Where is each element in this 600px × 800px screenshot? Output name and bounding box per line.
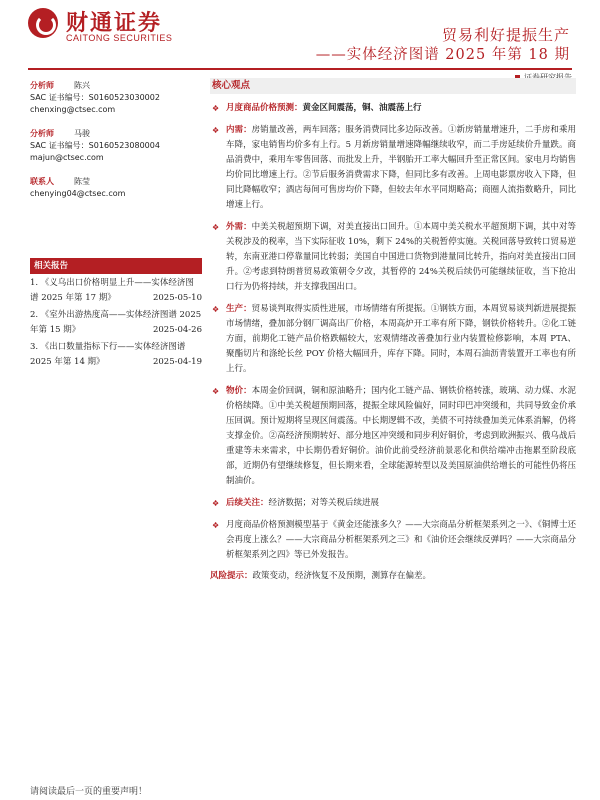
domestic-demand-paragraph	[210, 123, 576, 213]
analyst-card	[30, 80, 202, 116]
contact-role: 联系人	[30, 177, 54, 186]
production-paragraph	[210, 302, 576, 377]
left-sidebar	[30, 80, 202, 370]
analyst-name: 马骏	[74, 129, 90, 138]
para-lead: 内需：	[226, 125, 252, 135]
diamond-bullet-icon: ❖	[212, 499, 220, 508]
company-name-en: CAITONG SECURITIES	[66, 33, 173, 43]
external-demand-paragraph	[210, 220, 576, 295]
core-views-heading: 核心观点	[210, 78, 576, 94]
company-name-cn: 财通证券	[66, 11, 163, 36]
monthly-forecast-paragraph	[210, 101, 576, 116]
footer-disclaimer: 请阅读最后一页的重要声明！	[30, 787, 148, 797]
related-report-title[interactable]: 3. 《出口数量指标下行——实体经济图谱 2025 年第 14 期》	[30, 342, 186, 367]
diamond-bullet-icon: ❖	[212, 223, 220, 232]
para-text: 房销量改善，两车回落；服务消费同比多边际改善。①新房销量增速升，二手房和乘用车降，家电销售均价多有上行。5 月新房销量增速降幅继续收窄，而二手房延续价升量跌。商品消费中，乘用车零售回落、而批发上升，半钢胎开工率大幅回升至正常区间。家电月均销售均价同比增速上行。②节后服务消费需求下降，但同比多有改善。上周电影票房收入下降，但同比降幅收窄；酒店每间可售房均价下降，但较去年水平同期略高；商圈人流指数略升，同比增速上行。	[226, 125, 576, 210]
report-subtitle: ——实体经济图谱 2025 年第 18 期	[315, 47, 570, 63]
related-report-item[interactable]	[30, 308, 202, 338]
report-title: 贸易利好提振生产	[441, 26, 570, 44]
analyst-role: 分析师	[30, 129, 54, 138]
analyst-email[interactable]: majun@ctsec.com	[30, 153, 104, 162]
risk-label: 风险提示：	[210, 571, 253, 581]
diamond-bullet-icon: ❖	[212, 305, 220, 314]
risk-text: 政策变动，经济恢复不及预期，测算存在偏差。	[252, 571, 432, 581]
related-report-item[interactable]	[30, 276, 202, 306]
para-text: 黄金区间震荡，铜、油震荡上行	[302, 103, 422, 113]
contact-card	[30, 176, 202, 200]
related-report-date: 2025-04-26	[152, 325, 202, 335]
diamond-bullet-icon: ❖	[212, 521, 220, 530]
header-divider	[28, 68, 572, 70]
followup-paragraph	[210, 496, 576, 511]
related-report-date: 2025-05-10	[152, 293, 202, 303]
related-report-date: 2025-04-19	[152, 357, 202, 367]
analyst-name: 陈兴	[74, 81, 90, 90]
company-logo-icon	[28, 8, 58, 38]
related-reports-heading: 相关报告	[30, 258, 202, 274]
para-text: 经济数据；对等关税后续进展	[268, 498, 380, 508]
diamond-bullet-icon: ❖	[212, 126, 220, 135]
contact-email[interactable]: chenying04@ctsec.com	[30, 189, 126, 198]
main-content	[210, 78, 576, 584]
analyst-cert: SAC 证书编号：S0160523030002	[30, 93, 160, 102]
analyst-card	[30, 128, 202, 164]
para-text: 月度商品价格预测模型基于《黄金还能涨多久？——大宗商品分析框架系列之一》、《铜博士还会再度上涨么？——大宗商品分析框架系列之三》和《油价还会继续反弹吗？——大宗商品分析框架系列之四》等已外发报告。	[226, 520, 576, 560]
related-report-title[interactable]: 2. 《室外出游热度高——实体经济图谱 2025 年第 15 期》	[30, 310, 202, 335]
para-text: 贸易谈判取得实质性进展，市场情绪有所提振。①钢铁方面，本周贸易谈判新进展提振市场情绪，叠加部分钢厂调高出厂价格，本周高炉开工率有所下降，钢铁价格转升。②化工链方面，前期化工链产品价格跌幅较大，宏观情绪改善叠加行业内装置检修影响，本周 PTA、聚酯切片和涤纶长丝 POY 价格大幅回升，库存下降。同时，本周石油沥青装置开工率也有所上行。	[226, 304, 576, 374]
para-lead: 后续关注：	[226, 498, 269, 508]
related-report-item[interactable]	[30, 340, 202, 370]
analyst-email[interactable]: chenxing@ctsec.com	[30, 105, 116, 114]
para-text: 本周金价回调，铜和原油略升；国内化工链产品、钢铁价格转涨，玻璃、动力煤、水泥价格续降。①中美关税超预期回落，提振全球风险偏好，同时印巴冲突缓和，共同导致金价承压回调。预计短期将呈现区间震荡。中长期逻辑不改，美债不可持续叠加美元体系消解，仍将支撑金价。②高经济预期转好、部分地区冲突缓和同步利好铜价，考虑到欧洲振兴、俄乌战后重建等未来需求，中长期仍看好铜价。油价此前受经济前景恶化和供给端冲击拖累至阶段底部，近期仍有望继续修复，但长期来看，全球能源转型以及美国原油供给增长的可能性仍将压制油价。	[226, 386, 576, 486]
contact-name: 陈莹	[74, 177, 90, 186]
diamond-bullet-icon: ❖	[212, 104, 220, 113]
risk-paragraph	[210, 569, 576, 584]
analyst-cert: SAC 证书编号：S0160523080004	[30, 141, 160, 150]
analyst-role: 分析师	[30, 81, 54, 90]
para-lead: 月度商品价格预测：	[226, 103, 303, 113]
diamond-bullet-icon: ❖	[212, 387, 220, 396]
para-text: 中美关税超预期下调，对美直接出口回升。①本周中美关税水平超预期下调，其中对等关税涉及的税率，当下实际征收 10%，剩下 24%的关税暂停实施。关税回落导致转口贸易逆转，东南亚港口停靠量同比转弱；美国自中国进口货物到港量同比转升，指向对美直接出口回升。②考虑到特朗普贸易政策朝令夕改，其暂停的 24%关税后续仍可能继续征收，当下抢出口行为仍将持续，并支撑我国出口。	[226, 222, 576, 292]
para-lead: 物价：	[226, 386, 252, 396]
para-lead: 生产：	[226, 304, 252, 314]
prices-paragraph	[210, 384, 576, 489]
series-reference-paragraph	[210, 518, 576, 563]
para-lead: 外需：	[226, 222, 252, 232]
related-report-title[interactable]: 1. 《义乌出口价格明显上升——实体经济图谱 2025 年第 17 期》	[30, 278, 194, 303]
